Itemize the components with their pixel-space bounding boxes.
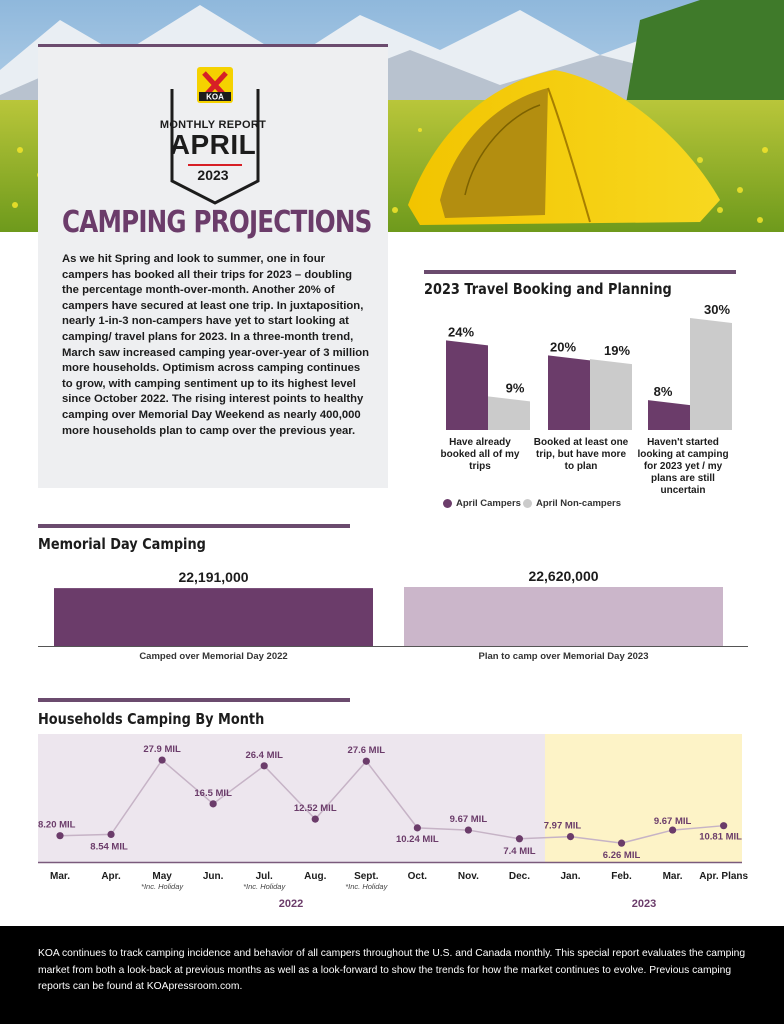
- data-label: 10.81 MIL: [699, 831, 742, 843]
- data-label: 30%: [703, 302, 731, 317]
- section-rule: [424, 270, 736, 274]
- data-label: 20%: [549, 339, 577, 355]
- data-label: 9.67 MIL: [449, 814, 488, 826]
- legend-label: April Non-campers: [536, 498, 621, 509]
- year-label-2023: 2023: [631, 898, 657, 910]
- memorial-value-2023: 22,620,000: [528, 568, 599, 584]
- intro-paragraph: As we hit Spring and look to summer, one in four campers has booked all their trips for 2023 – doubling the percentage month-over-month. Another 20% of campers have secured at least one trip. In juxtaposition, nearly 1-in-3 non-campers have yet to start looking at camping/ travel plans for 2023. In a three-month trend, March saw increased camping year-over-year of 3 million more households. Optimism across camping continues to grow, with camping sentiment up to its highest level since October 2022. The rising interest points to healthy camping over Memorial Day Weekend as nearly 400,000 more households plan to camp over the previous year.: [62, 253, 370, 437]
- travel-category-label: Haven't started looking at camping for 2023 yet / my plans are still uncertain: [637, 437, 729, 496]
- data-point: [159, 756, 166, 763]
- month-note: *Inc. Holiday: [243, 882, 286, 891]
- travel-category-label: Have already booked all of my trips: [440, 437, 520, 472]
- month-tick-label: Apr.: [101, 871, 121, 882]
- memorial-chart-title: Memorial Day Camping: [38, 535, 206, 553]
- data-point: [618, 840, 625, 847]
- intro-card: [38, 44, 388, 488]
- bar: [54, 588, 373, 646]
- bar: [446, 340, 488, 430]
- footer: [0, 926, 784, 1024]
- section-rule: [38, 524, 350, 528]
- footer-text: KOA continues to track camping incidence and behavior of all campers throughout the U.S. and Canada monthly. This special report evaluates the camping market from both a look-back at previous months as well as a look-forward to show the trends for how the market continues to evolve. Previous camping reports can be found at KOApressroom.com.: [38, 948, 746, 992]
- data-label: 27.9 MIL: [143, 744, 181, 756]
- legend-swatch: [443, 499, 452, 508]
- data-label: 19%: [603, 343, 631, 359]
- data-label: 8%: [653, 384, 673, 400]
- data-point: [465, 826, 472, 833]
- report-month: APRIL: [169, 129, 257, 160]
- month-tick-label: May: [152, 871, 172, 882]
- month-tick-label: Mar.: [662, 871, 683, 882]
- data-point: [669, 826, 676, 833]
- data-point: [312, 816, 319, 823]
- data-label: 6.26 MIL: [602, 850, 641, 862]
- data-label: 26.4 MIL: [245, 749, 283, 761]
- data-point: [261, 762, 268, 769]
- data-label: 9%: [505, 380, 525, 396]
- month-tick-label: Jan.: [560, 871, 581, 882]
- memorial-chart: [38, 586, 748, 648]
- data-point: [720, 822, 727, 829]
- month-tick-label: Apr. Plans: [699, 871, 749, 882]
- bar: [648, 400, 690, 430]
- memorial-category-label: Camped over Memorial Day 2022: [139, 651, 288, 662]
- month-tick-label: Nov.: [457, 871, 479, 882]
- year-label-2022: 2022: [278, 898, 304, 910]
- bar: [548, 355, 590, 430]
- report-year: 2023: [197, 167, 229, 183]
- bar: [590, 359, 632, 430]
- band-2023: [545, 734, 742, 862]
- legend-swatch: [523, 499, 532, 508]
- memorial-value-2022: 22,191,000: [178, 569, 249, 585]
- data-point: [107, 831, 114, 838]
- data-point: [516, 835, 523, 842]
- data-point: [210, 800, 217, 807]
- page-title: CAMPING PROJECTIONS: [62, 205, 372, 240]
- monthly-chart-title: Households Camping By Month: [38, 710, 265, 728]
- data-label: 24%: [447, 324, 475, 340]
- month-tick-label: Dec.: [508, 871, 530, 882]
- data-point: [567, 833, 574, 840]
- month-tick-label: Jun.: [202, 871, 224, 882]
- travel-chart: [424, 290, 754, 435]
- month-tick-label: Oct.: [407, 871, 428, 882]
- data-point: [363, 758, 370, 765]
- bar: [488, 396, 530, 430]
- koa-logo-text: KOA: [206, 92, 224, 102]
- data-label: 9.67 MIL: [653, 816, 692, 828]
- data-point: [56, 832, 63, 839]
- bar: [404, 587, 723, 646]
- month-tick-label: Mar.: [49, 871, 70, 882]
- memorial-category-label: Plan to camp over Memorial Day 2023: [478, 651, 649, 662]
- month-tick-label: Feb.: [611, 871, 632, 882]
- month-note: *Inc. Holiday: [345, 882, 388, 891]
- data-label: 8.20 MIL: [38, 819, 76, 831]
- legend-item-campers: [443, 498, 521, 509]
- monthly-chart: [0, 734, 784, 864]
- data-label: 8.54 MIL: [90, 841, 128, 853]
- data-label: 12.52 MIL: [293, 803, 337, 815]
- travel-category-label: Booked at least one trip, but have more to plan: [533, 437, 629, 472]
- data-label: 27.6 MIL: [347, 745, 386, 757]
- section-rule: [38, 698, 350, 702]
- travel-chart-title: 2023 Travel Booking and Planning: [424, 280, 672, 298]
- month-tick-label: Jul.: [255, 871, 273, 882]
- legend-item-noncampers: [523, 498, 621, 509]
- data-label: 10.24 MIL: [395, 833, 439, 845]
- month-note: *Inc. Holiday: [141, 882, 184, 891]
- month-tick-label: Aug.: [304, 871, 327, 882]
- data-label: 7.4 MIL: [503, 845, 536, 857]
- report-label: MONTHLY REPORT: [159, 119, 267, 131]
- month-tick-label: Sept.: [354, 871, 379, 882]
- legend-label: April Campers: [456, 498, 521, 509]
- bar: [690, 318, 732, 430]
- data-label: 16.5 MIL: [194, 787, 232, 799]
- data-label: 7.97 MIL: [543, 820, 582, 832]
- data-point: [414, 824, 421, 831]
